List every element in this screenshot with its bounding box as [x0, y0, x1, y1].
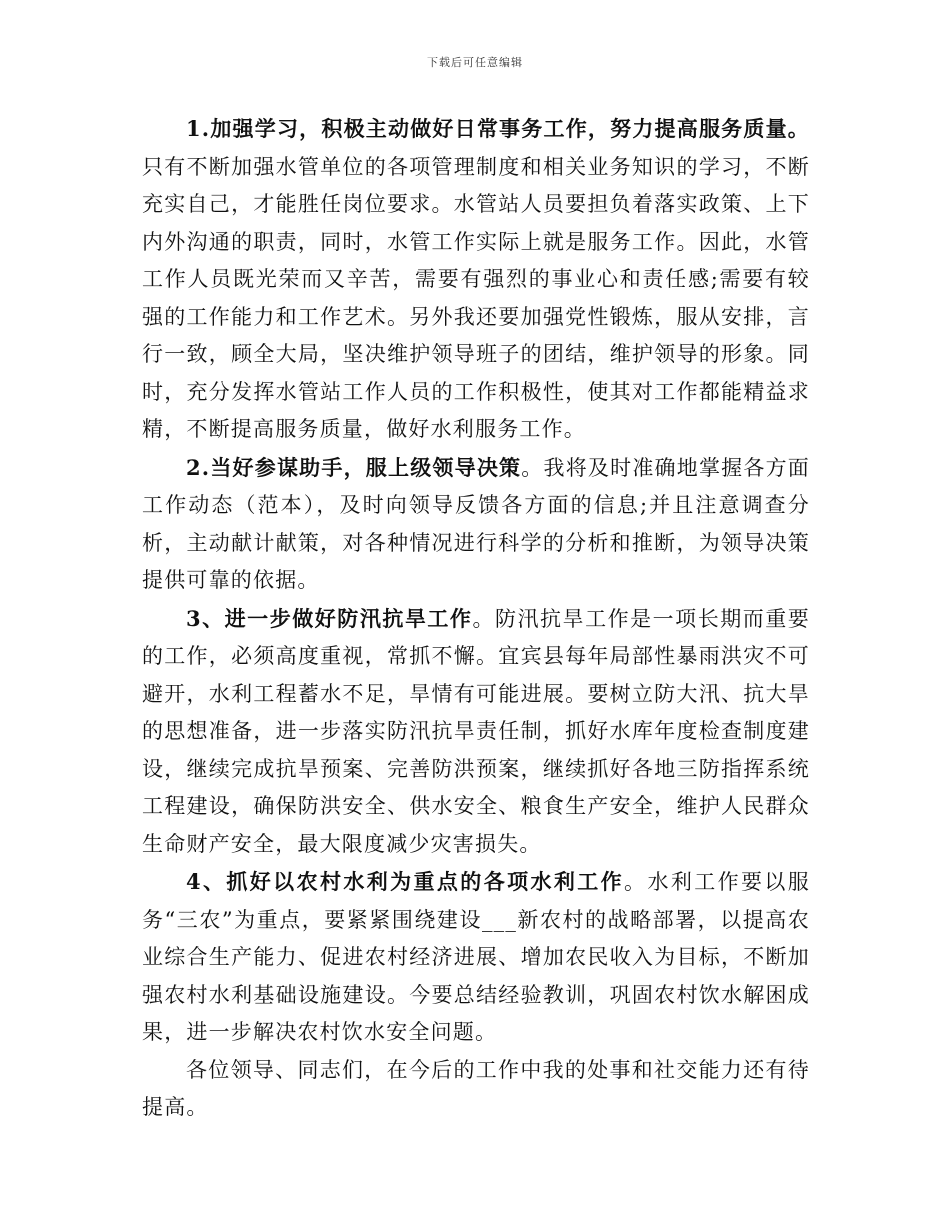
page-header: 下载后可任意编辑	[427, 56, 523, 69]
paragraph-2-heading: 2.当好参谋助手，服上级领导决策	[186, 454, 522, 480]
paragraph-3-text: 。防汛抗旱工作是一项长期而重要的工作，必须高度重视，常抓不懈。宜宾县每年局部性暴雨洪灾不可避开，水利工程蓄水不足，旱情有可能进展。要树立防大汛、抗大旱的思想准备，进一步落实防汛抗旱责任制，抓好水库年度检查制度建设，继续完成抗旱预案、完善防洪预案，继续抓好各地三防指挥系统工程建设，确保防洪安全、供水安全、粮食生产安全，维护人民群众生命财产安全，最大限度减少灾害损失。	[142, 606, 811, 856]
paragraph-4-heading: 4、抓好以农村水利为重点的各项水利工作	[186, 869, 625, 894]
paragraph-5-text: 各位领导、同志们，在今后的工作中我的处事和社交能力还有待提高。	[142, 1057, 810, 1119]
paragraph-1-heading: 1.加强学习，积极主动做好日常事务工作，努力提高服务质量。	[186, 116, 810, 141]
paragraph-1-text: 只有不断加强水管单位的各项管理制度和相关业务知识的学习，不断充实自己，才能胜任岗位要求。水管站人员要担负着落实政策、上下内外沟通的职责，同时，水管工作实际上就是服务工作。因此，水管工作人员既光荣而又辛苦，需要有强烈的事业心和责任感;需要有较强的工作能力和工作艺术。另外我还要加强党性锻炼，服从安排，言行一致，顾全大局，坚决维护领导班子的团结，维护领导的形象。同时，充分发挥水管站工作人员的工作积极性，使其对工作都能精益求精，不断提高服务质量，做好水利服务工作。	[142, 154, 810, 441]
paragraph-3	[142, 600, 810, 864]
document-body	[142, 110, 810, 1127]
paragraph-1	[142, 110, 810, 449]
paragraph-4	[142, 863, 810, 1052]
paragraph-5	[142, 1052, 810, 1127]
paragraph-2-text: 。我将及时准确地掌握各方面工作动态（范本），及时向领导反馈各方面的信息;并且注意调查分析，主动献计献策，对各种情况进行科学的分析和推断，为领导决策提供可靠的依据。	[142, 455, 810, 592]
paragraph-4-text: 。水利工作要以服务“三农”为重点，要紧紧围绕建设___新农村的战略部署，以提高农业综合生产能力、促进农村经济进展、增加农民收入为目标，不断加强农村水利基础设施建设。今要总结经验教训，巩固农村饮水解困成果，进一步解决农村饮水安全问题。	[142, 870, 810, 1044]
paragraph-2	[142, 449, 810, 600]
paragraph-3-heading: 3、进一步做好防汛抗旱工作	[186, 605, 473, 631]
